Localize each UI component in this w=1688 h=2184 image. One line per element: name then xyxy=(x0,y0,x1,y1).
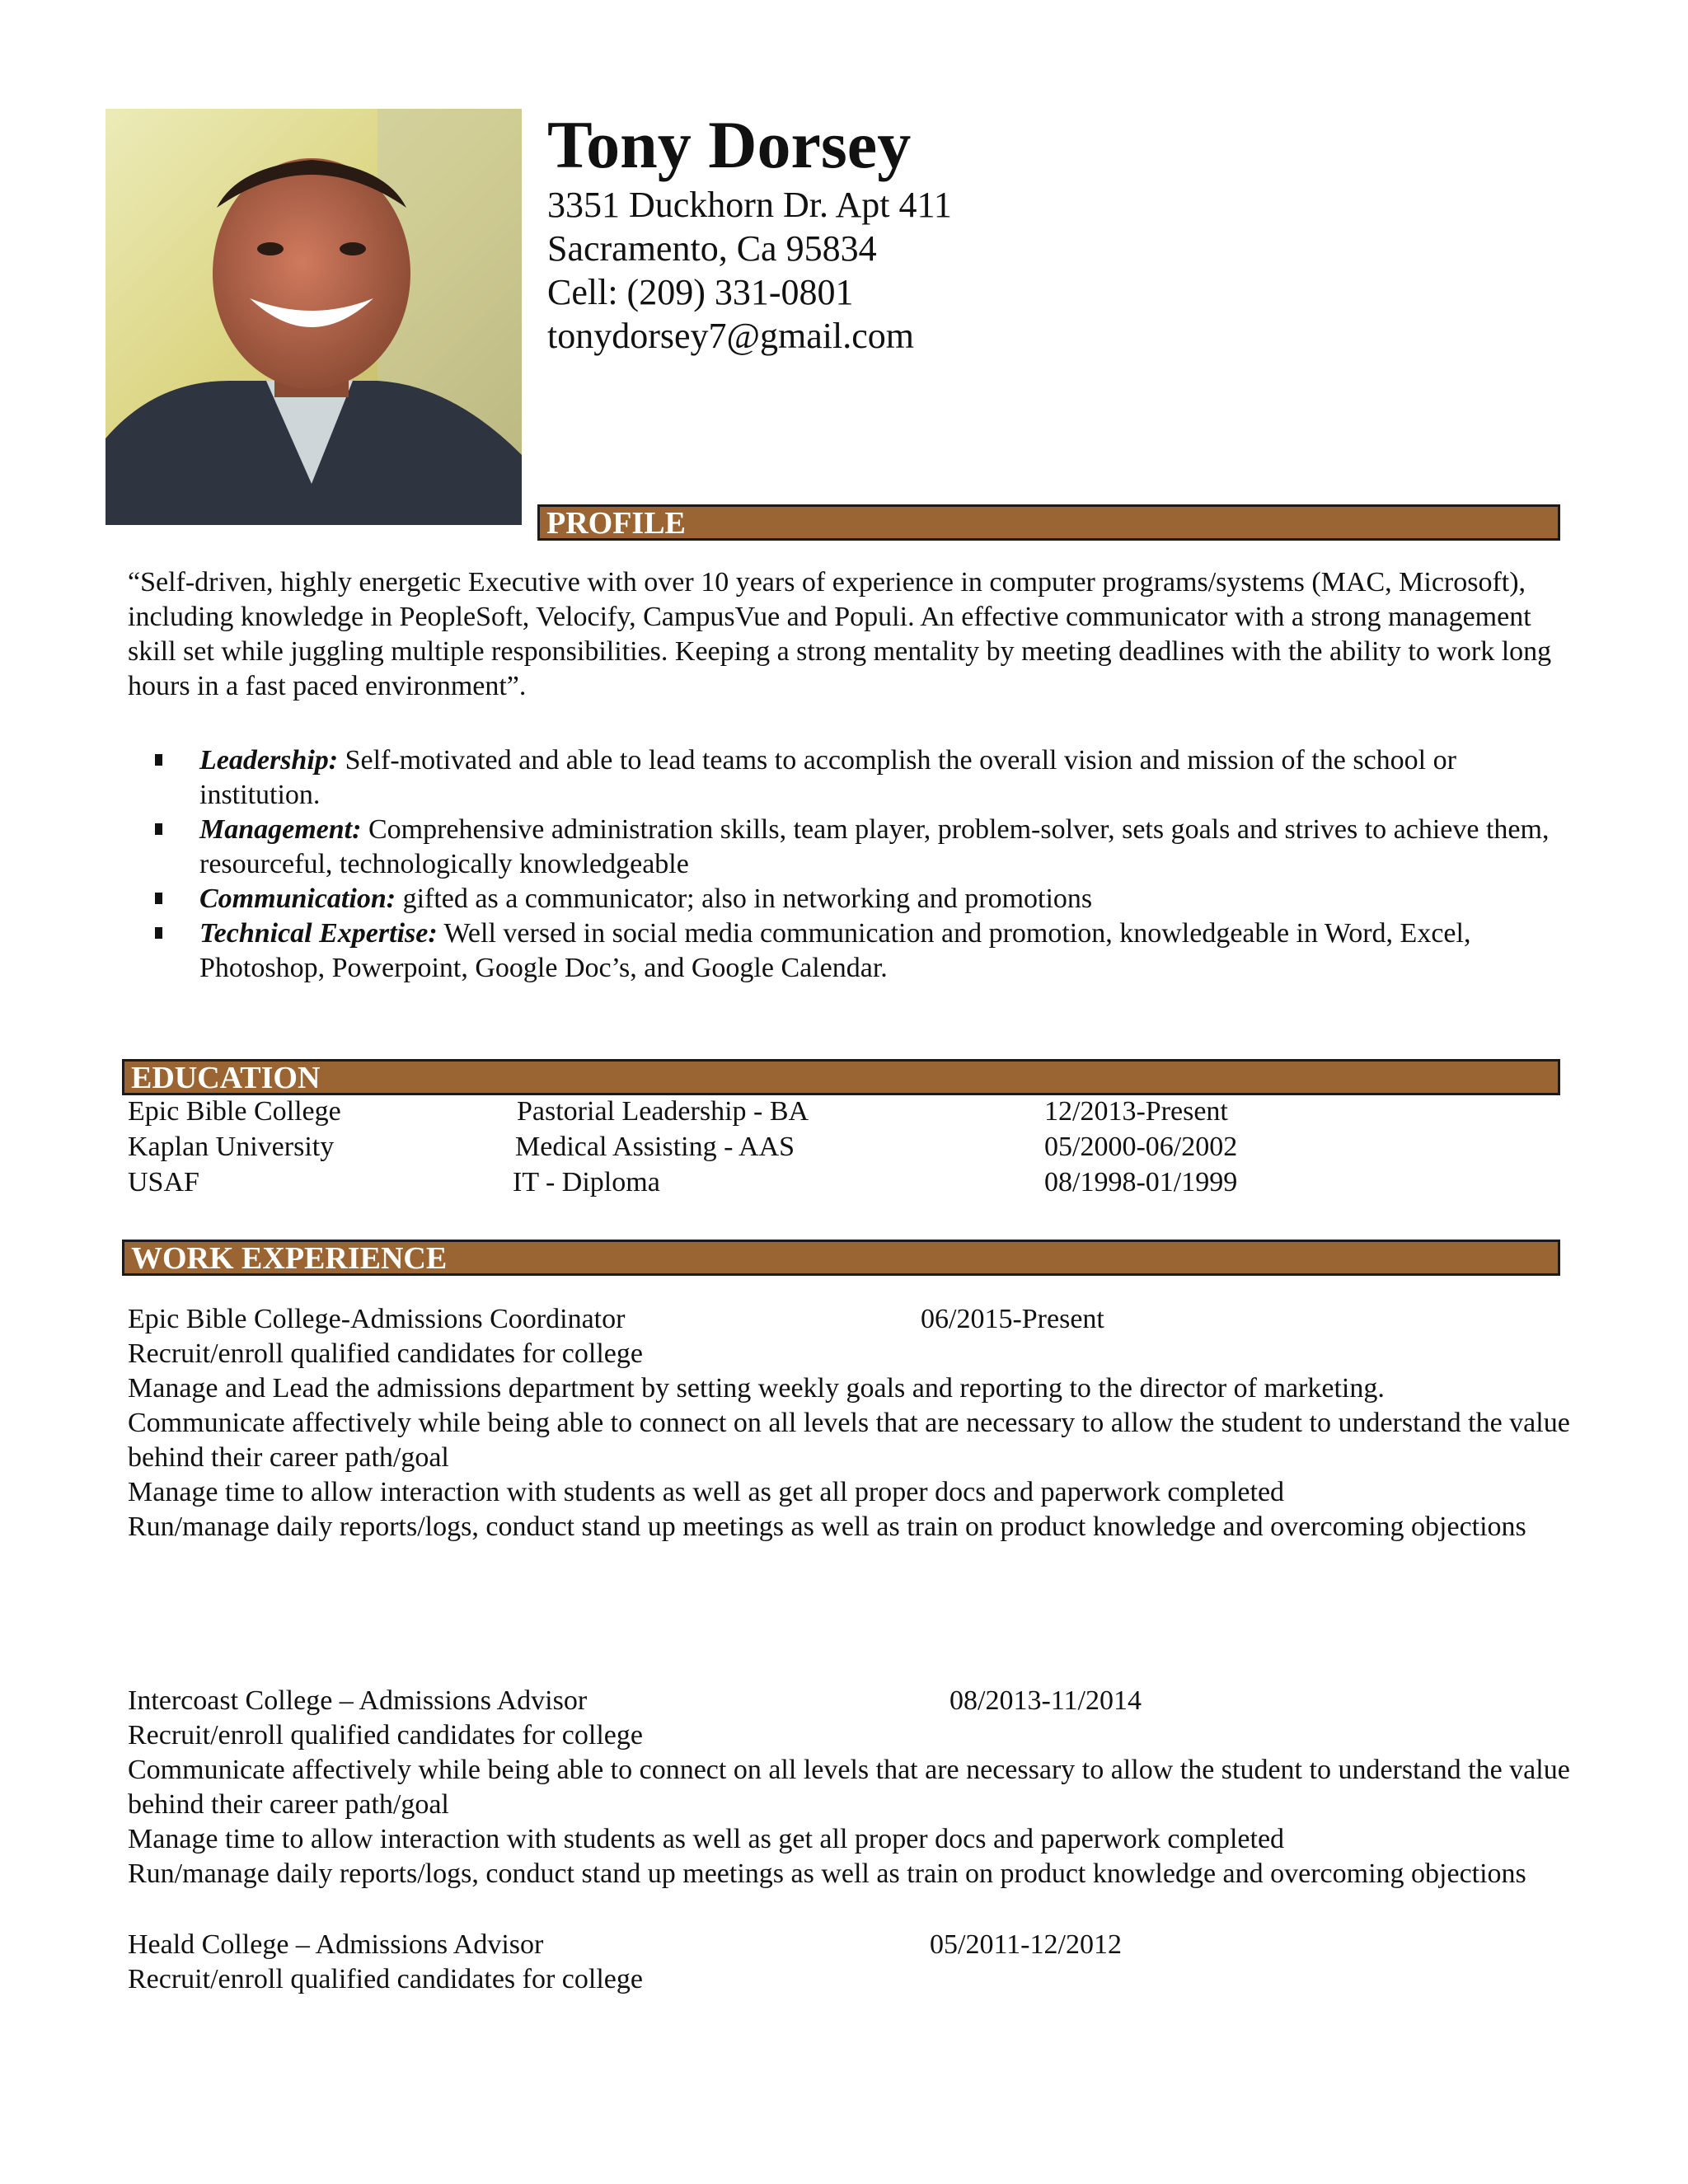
education-program: IT - Diploma xyxy=(513,1167,660,1197)
bullet-square-icon xyxy=(155,893,162,904)
job-entry-epic xyxy=(128,1302,1578,1544)
skill-item-communication xyxy=(148,882,1550,916)
job-duty: Recruit/enroll qualified candidates for college xyxy=(128,1964,643,1994)
email-address: tonydorsey7@gmail.com xyxy=(547,316,915,356)
job-title: Intercoast College – Admissions Advisor xyxy=(128,1685,588,1716)
skill-text: gifted as a communicator; also in networking and promotions xyxy=(396,883,1093,914)
job-duty: Communicate affectively while being able to connect on all levels that are necessary to allow the student to understand the value behind their career path/goal xyxy=(128,1408,1570,1473)
skill-label: Leadership: xyxy=(199,745,339,776)
bullet-square-icon xyxy=(155,823,162,835)
education-program: Pastorial Leadership - BA xyxy=(517,1096,809,1127)
job-duty: Recruit/enroll qualified candidates for college xyxy=(128,1720,643,1750)
address-line-1: 3351 Duckhorn Dr. Apt 411 xyxy=(547,185,952,225)
profile-summary: “Self-driven, highly energetic Executive with over 10 years of experience in computer programs/systems (MAC, Microsoft), including knowledge in PeopleSoft, Velocify, CampusVue and Populi. An effective communicator with a strong management skill set while juggling multiple responsibilities. Keeping a strong mentality by meeting deadlines with the ability to work long hours in a fast paced environment”. xyxy=(128,567,1552,701)
profile-section-header: PROFILE xyxy=(537,504,1560,541)
job-header xyxy=(128,1928,1578,1962)
job-dates: 06/2015-Present xyxy=(921,1304,1104,1334)
education-dates: 08/1998-01/1999 xyxy=(1044,1167,1238,1197)
education-row xyxy=(128,1165,1562,1200)
work-section-header: WORK EXPERIENCE xyxy=(122,1240,1560,1276)
skill-label: Technical Expertise: xyxy=(199,918,438,949)
job-duty: Recruit/enroll qualified candidates for college xyxy=(128,1338,643,1369)
bullet-square-icon xyxy=(155,754,162,766)
job-duty: Run/manage daily reports/logs, conduct stand up meetings as well as train on product knowledge and overcoming objections xyxy=(128,1858,1526,1889)
skill-item-technical xyxy=(148,916,1550,986)
skill-label: Management: xyxy=(199,814,362,845)
education-dates: 12/2013-Present xyxy=(1044,1096,1228,1127)
education-row xyxy=(128,1094,1562,1129)
job-header xyxy=(128,1684,1578,1718)
skill-label: Communication: xyxy=(199,883,396,914)
job-duty: Manage time to allow interaction with students as well as get all proper docs and paperwork completed xyxy=(128,1824,1285,1854)
education-section-header: EDUCATION xyxy=(122,1059,1560,1095)
education-dates: 05/2000-06/2002 xyxy=(1044,1132,1238,1162)
profile-photo xyxy=(106,109,522,525)
job-entry-heald xyxy=(128,1928,1578,1997)
job-duty: Communicate affectively while being able to connect on all levels that are necessary to allow the student to understand the value behind their career path/goal xyxy=(128,1755,1570,1820)
education-row xyxy=(128,1130,1562,1165)
candidate-name: Tony Dorsey xyxy=(547,107,912,182)
job-entry-intercoast xyxy=(128,1684,1578,1891)
portrait-image xyxy=(106,109,522,525)
job-title: Heald College – Admissions Advisor xyxy=(128,1929,544,1960)
education-school: USAF xyxy=(128,1167,199,1197)
cell-phone: Cell: (209) 331-0801 xyxy=(547,272,854,312)
job-dates: 08/2013-11/2014 xyxy=(950,1685,1142,1716)
education-program: Medical Assisting - AAS xyxy=(515,1132,795,1162)
skill-text: Comprehensive administration skills, team player, problem-solver, sets goals and strives to achieve them, resourceful, technologically knowledgeable xyxy=(199,814,1550,879)
job-duty: Manage time to allow interaction with students as well as get all proper docs and paperwork completed xyxy=(128,1477,1285,1507)
job-header xyxy=(128,1302,1578,1337)
skill-item-leadership xyxy=(148,743,1550,813)
job-dates: 05/2011-12/2012 xyxy=(930,1929,1122,1960)
job-duty: Run/manage daily reports/logs, conduct stand up meetings as well as train on product knowledge and overcoming objections xyxy=(128,1511,1526,1542)
skill-text: Well versed in social media communication and promotion, knowledgeable in Word, Excel, Photoshop, Powerpoint, Google Doc’s, and Google Calendar. xyxy=(199,918,1471,983)
bullet-square-icon xyxy=(155,927,162,939)
job-duty: Manage and Lead the admissions department by setting weekly goals and reporting to the director of marketing. xyxy=(128,1373,1385,1404)
skills-list xyxy=(148,743,1550,986)
address-line-2: Sacramento, Ca 95834 xyxy=(547,228,877,269)
education-school: Kaplan University xyxy=(128,1132,335,1162)
skill-item-management xyxy=(148,813,1550,882)
job-title: Epic Bible College-Admissions Coordinator xyxy=(128,1304,626,1334)
skill-text: Self-motivated and able to lead teams to accomplish the overall vision and mission of the school or institution. xyxy=(199,745,1456,810)
education-school: Epic Bible College xyxy=(128,1096,341,1127)
